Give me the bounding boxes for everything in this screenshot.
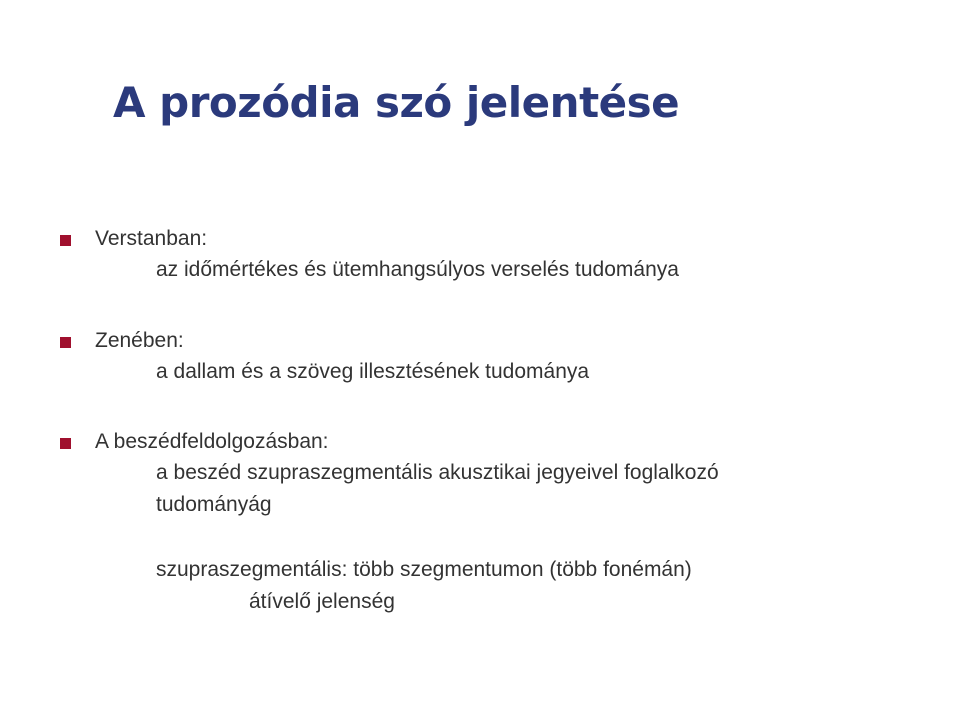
bullet-detail: a dallam és a szöveg illesztésének tudománya <box>156 360 590 383</box>
slide-title: A prozódia szó jelentése <box>113 78 680 127</box>
bullet-detail: szupraszegmentális: több szegmentumon (több fonémán) <box>156 558 692 581</box>
bullet-heading: A beszédfeldolgozásban: <box>95 430 329 453</box>
square-bullet-icon <box>60 438 71 449</box>
bullet-heading: Verstanban: <box>95 227 208 250</box>
bullet-heading: Zenében: <box>95 329 184 352</box>
bullet-detail: tudományág <box>156 493 272 516</box>
square-bullet-icon <box>60 235 71 246</box>
square-bullet-icon <box>60 337 71 348</box>
bullet-detail-continuation: átívelő jelenség <box>249 590 395 613</box>
bullet-detail: az időmértékes és ütemhangsúlyos verselés tudománya <box>156 258 679 281</box>
bullet-detail: a beszéd szupraszegmentális akusztikai jegyeivel foglalkozó <box>156 461 719 484</box>
